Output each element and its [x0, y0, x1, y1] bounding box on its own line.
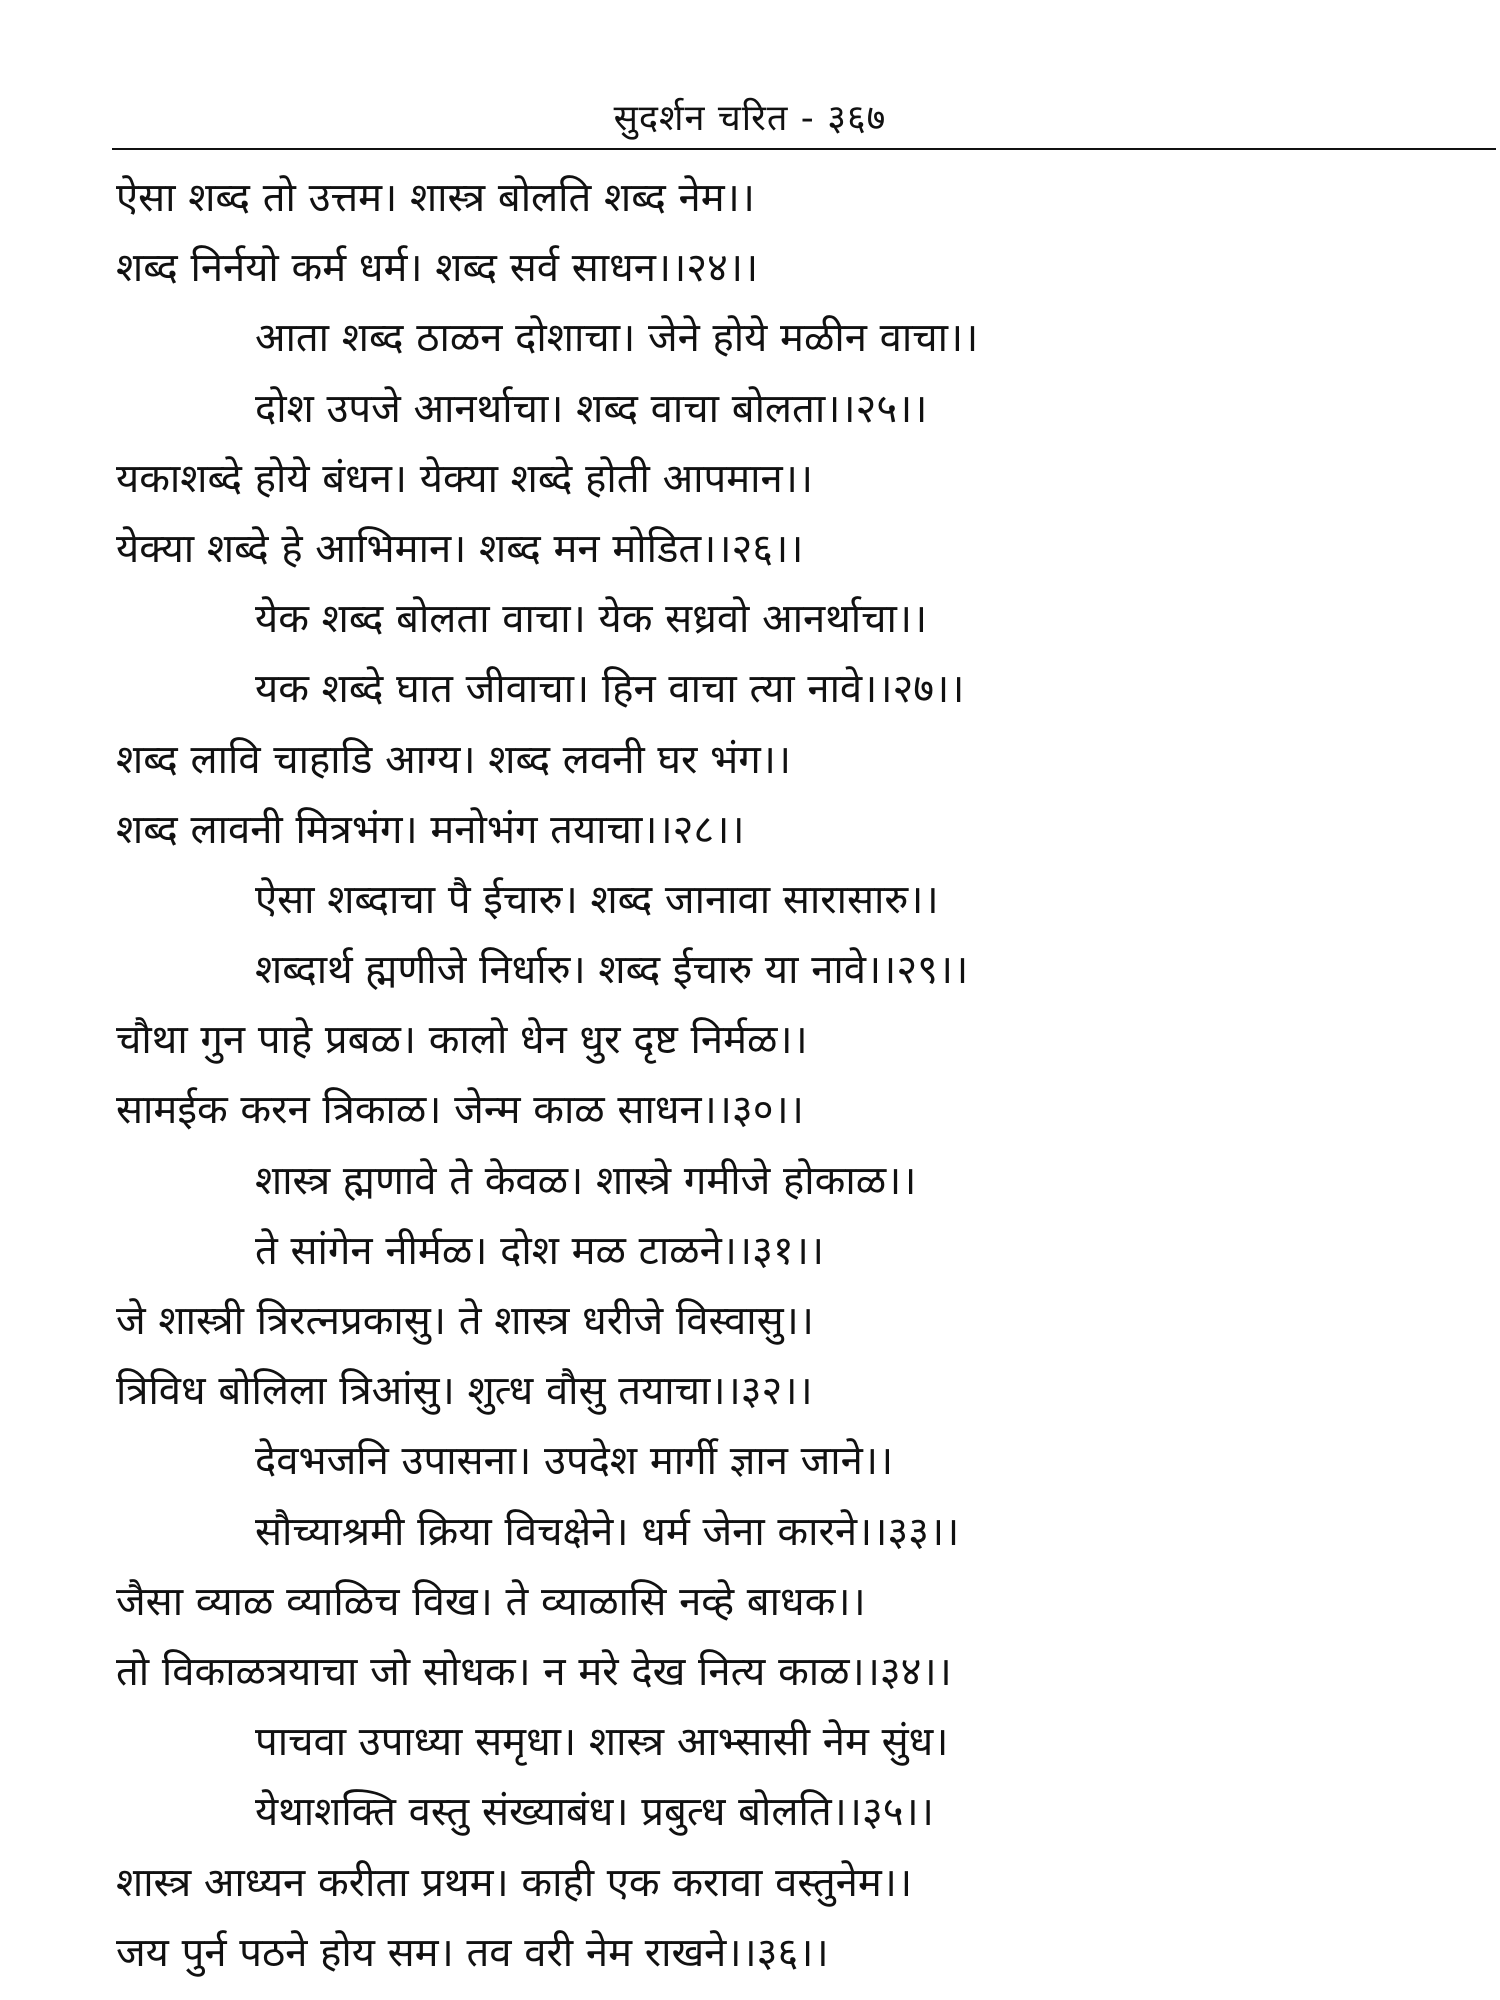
verse-line: शब्दार्थ ह्मणीजे निर्धारु। शब्द ईचारु या नावे।।२९।।: [255, 947, 969, 994]
verse-line: यक शब्दे घात जीवाचा। हिन वाचा त्या नावे।।२७।।: [255, 666, 965, 713]
verse-line: सामईक करन त्रिकाळ। जेन्म काळ साधन।।३०।।: [116, 1087, 804, 1134]
verse-line: जे शास्त्री त्रिरत्नप्रकासु। ते शास्त्र धरीजे विस्वासु।।: [116, 1298, 814, 1344]
verse-body: [0, 163, 1500, 1988]
verse-line: देवभजनि उपासना। उपदेश मार्गी ज्ञान जाने।।: [255, 1438, 894, 1485]
verse-line: त्रिविध बोलिला त्रिआंसु। शुत्ध वौसु तयाचा।।३२।।: [116, 1368, 813, 1415]
verse-line: तो विकाळत्रयाचा जो सोधक। न मरे देख नित्य काळ।।३४।।: [116, 1648, 952, 1695]
verse-line: आता शब्द ठाळन दोशाचा। जेने होये मळीन वाचा।।: [255, 315, 979, 362]
verse-line: यकाशब्दे होये बंधन। येक्या शब्दे होती आपमान।।: [116, 455, 814, 502]
verse-line: शब्द लावनी मित्रभंग। मनोभंग तयाचा।।२८।।: [116, 806, 745, 853]
verse-line: ऐसा शब्दाचा पै ईचारु। शब्द जानावा सारासारु।।: [255, 876, 939, 923]
page-header-title: सुदर्शन चरित - ३६७: [613, 98, 887, 139]
verse-line: चौथा गुन पाहे प्रबळ। कालो धेन धुर दृष्ट निर्मळ।।: [116, 1017, 808, 1064]
verse-line: जैसा व्याळ व्याळिच विख। ते व्याळासि नव्हे बाधक।।: [116, 1578, 866, 1625]
verse-line: ते सांगेन नीर्मळ। दोश मळ टाळने।।३१।।: [255, 1227, 825, 1274]
verse-line: शास्त्र ह्मणावे ते केवळ। शास्त्रे गमीजे होकाळ।।: [255, 1157, 917, 1204]
verse-line: शब्द निर्नयो कर्म धर्म। शब्द सर्व साधन।।२४।।: [116, 245, 759, 292]
verse-line: शब्द लावि चाहाडि आग्य। शब्द लवनी घर भंग।।: [116, 736, 792, 783]
verse-line: येक शब्द बोलता वाचा। येक सध्रवो आनर्थाचा।।: [255, 596, 928, 643]
verse-line: येक्या शब्दे हे आभिमान। शब्द मन मोडित।।२६।।: [116, 525, 804, 572]
verse-line: ऐसा शब्द तो उत्तम। शास्त्र बोलति शब्द नेम।।: [116, 175, 755, 221]
header-divider: [112, 148, 1496, 150]
verse-line: पाचवा उपाध्या समृधा। शास्त्र आभ्सासी नेम सुंध।: [255, 1719, 949, 1766]
verse-line: शास्त्र आध्यन करीता प्रथम। काही एक करावा वस्तुनेम।।: [116, 1859, 913, 1906]
verse-line: सौच्याश्रमी क्रिया विचक्षेने। धर्म जेना कारने।।३३।।: [255, 1508, 960, 1555]
verse-line: दोश उपजे आनर्थाचा। शब्द वाचा बोलता।।२५।।: [255, 385, 928, 432]
verse-line: येथाशक्ति वस्तु संख्याबंध। प्रबुत्ध बोलति।।३५।।: [255, 1789, 934, 1836]
verse-line: जय पुर्न पठने होय सम। तव वरी नेम राखने।।३६।।: [116, 1929, 829, 1976]
